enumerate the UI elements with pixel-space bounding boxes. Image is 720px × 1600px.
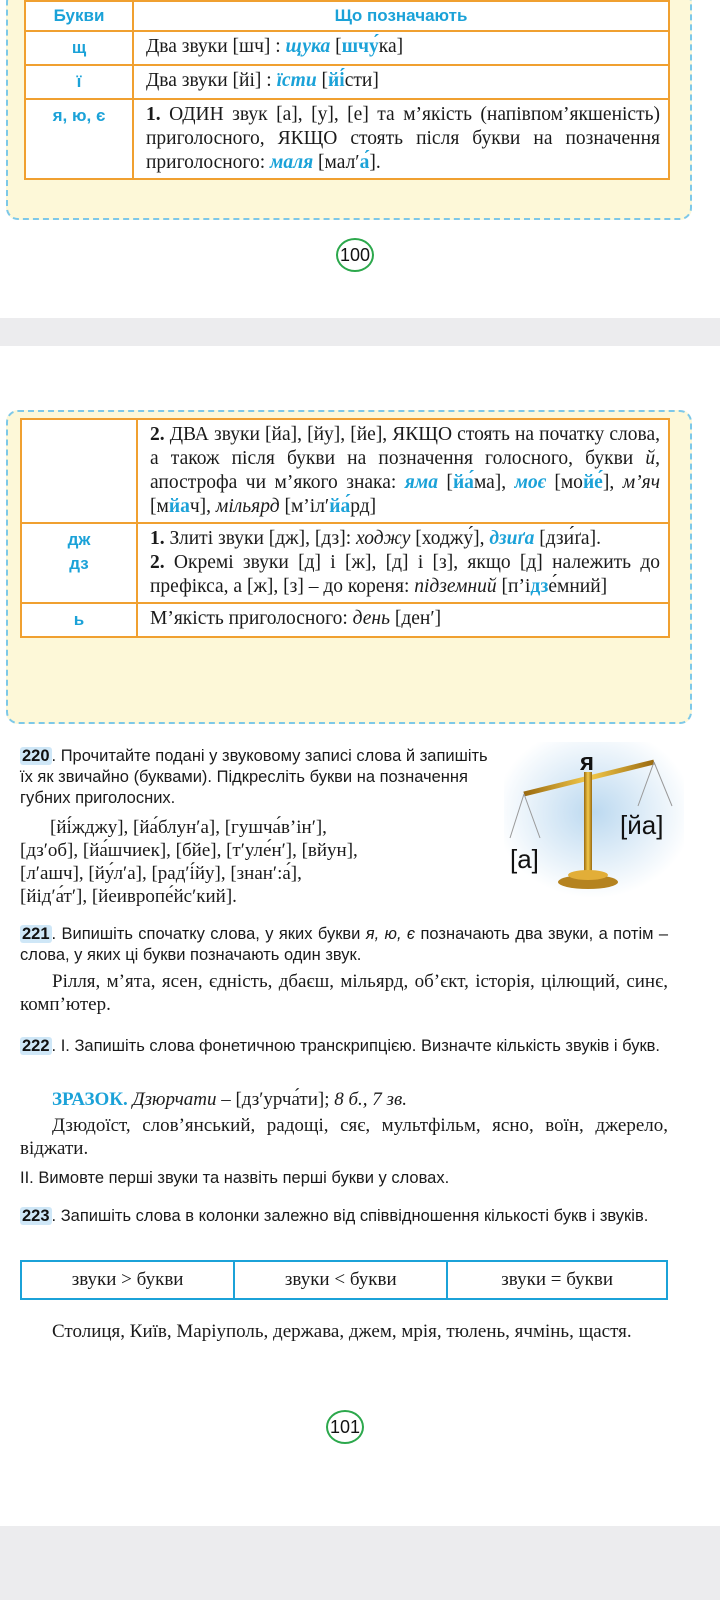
meaning-cell: 1. ОДИН звук [а], [у], [е] та м’якість (напівпом’якшеність) приголосного, ЯКЩО стоять після букви на позначення приголосного: маля [мал′а́]. [133, 99, 669, 179]
table-header-row [25, 1, 669, 31]
meaning-cell: 1. Злиті звуки [дж], [дз]: ходжу [ходжу́], дзиґа [дзи́ґа]. 2. Окремі звуки [д] і [ж], [д] і [з], якщо [д] належить до префікса, а [ж], [з] – до кореня: підземний [п’ідзе́мний] [137, 523, 669, 603]
task-222-instruction: 222 . I. Запишіть слова фонетичною транскрипцією. Визначте кількість звуків і букв. [22, 1037, 661, 1055]
page-gap [0, 318, 720, 346]
page-101 [0, 346, 720, 1526]
scale-base-top [568, 870, 608, 880]
task-220-instruction: 220 . Прочитайте подані у звуковому записі слова й запишіть їх як звичайно (буквами). Підкресліть букви на позначення губних приголосних. [20, 747, 488, 807]
scale-label-left: [а] [510, 844, 539, 874]
column-header: звуки = букви [447, 1261, 667, 1299]
task-221-instruction: 221 . Випишіть спочатку слова, у яких букви я, ю, є позначають два звуки, а потім – слова, у яких ці букви позначають один звук. [20, 925, 668, 964]
page-number: 101 [326, 1410, 364, 1444]
letter-cell: щ [25, 31, 133, 65]
meaning-cell: Два звуки [шч] : щука [шчу́ка] [133, 31, 669, 65]
letter-cell-empty [21, 419, 137, 523]
table-row [21, 523, 669, 603]
letter-cell: я, ю, є [25, 99, 133, 179]
task-223-words: Столиця, Київ, Маріуполь, держава, джем, мрія, тюлень, ячмінь, щастя. [52, 1321, 632, 1342]
header-meaning: Що позначають [133, 1, 669, 31]
task-221-words: Рілля, м’ята, ясен, єдність, дбаєш, мільярд, об’єкт, історія, цілющий, синє, комп’ютер. [20, 971, 668, 1015]
task-223-instruction: 223 . Запишіть слова в колонки залежно від співвідношення кількості букв і звуків. [22, 1207, 649, 1225]
letters-table-bottom [20, 418, 670, 638]
column-header: звуки > букви [21, 1261, 234, 1299]
header-letters: Букви [25, 1, 133, 31]
scale-illustration [504, 742, 684, 898]
scale-label-right: [йа] [620, 810, 664, 840]
meaning-cell: Два звуки [йі] : їсти [йі́сти] [133, 65, 669, 99]
table-row [25, 99, 669, 179]
task-222-sample: ЗРАЗОК. Дзюрчати – [дз′урча́ти]; 8 б., 7 зв. [52, 1089, 407, 1110]
meaning-cell: 2. ДВА звуки [йа], [йу], [йе], ЯКЩО стоять на початку слова, а також після букви на позначення голосного, букви й, апострофа чи м’якого знака: яма [йа́ма], моє [мойе́], м’яч [мйач], мільярд [м’іл′йа́рд] [137, 419, 669, 523]
page-number: 100 [336, 238, 374, 272]
task-220-words: [йі́жджу], [йа́блун′а], [гушча́в’ін′], [дз′об], [йа́шчиек], [бйе], [т′уле́н′], [вйун], [л′ашч], [йу́л′а], [рад′і́йу], [знан′:а́], [йід′а́т′], [йеивропе́йс′кий]. [20, 817, 358, 907]
table-row [25, 31, 669, 65]
letters-table-top [24, 0, 670, 180]
letter-cell: ь [21, 603, 137, 637]
letter-cell: дж дз [21, 523, 137, 603]
page-gap [0, 1526, 720, 1600]
task-222-part2: II. Вимовте перші звуки та назвіть перші букви у словах. [20, 1169, 450, 1187]
page-100 [0, 0, 720, 318]
table-row [21, 603, 669, 637]
scale-pillar [584, 772, 592, 872]
table-row [21, 419, 669, 523]
letter-cell: ї [25, 65, 133, 99]
task-222-words: Дзюдоїст, слов’янський, радощі, сяє, мультфільм, ясно, воїн, джерело, віджати. [20, 1115, 668, 1159]
scale-label-top: я [580, 749, 595, 776]
table-row [25, 65, 669, 99]
column-header: звуки < букви [234, 1261, 447, 1299]
meaning-cell: М’якість приголосного: день [ден′] [137, 603, 669, 637]
task-223-columns [20, 1260, 668, 1300]
